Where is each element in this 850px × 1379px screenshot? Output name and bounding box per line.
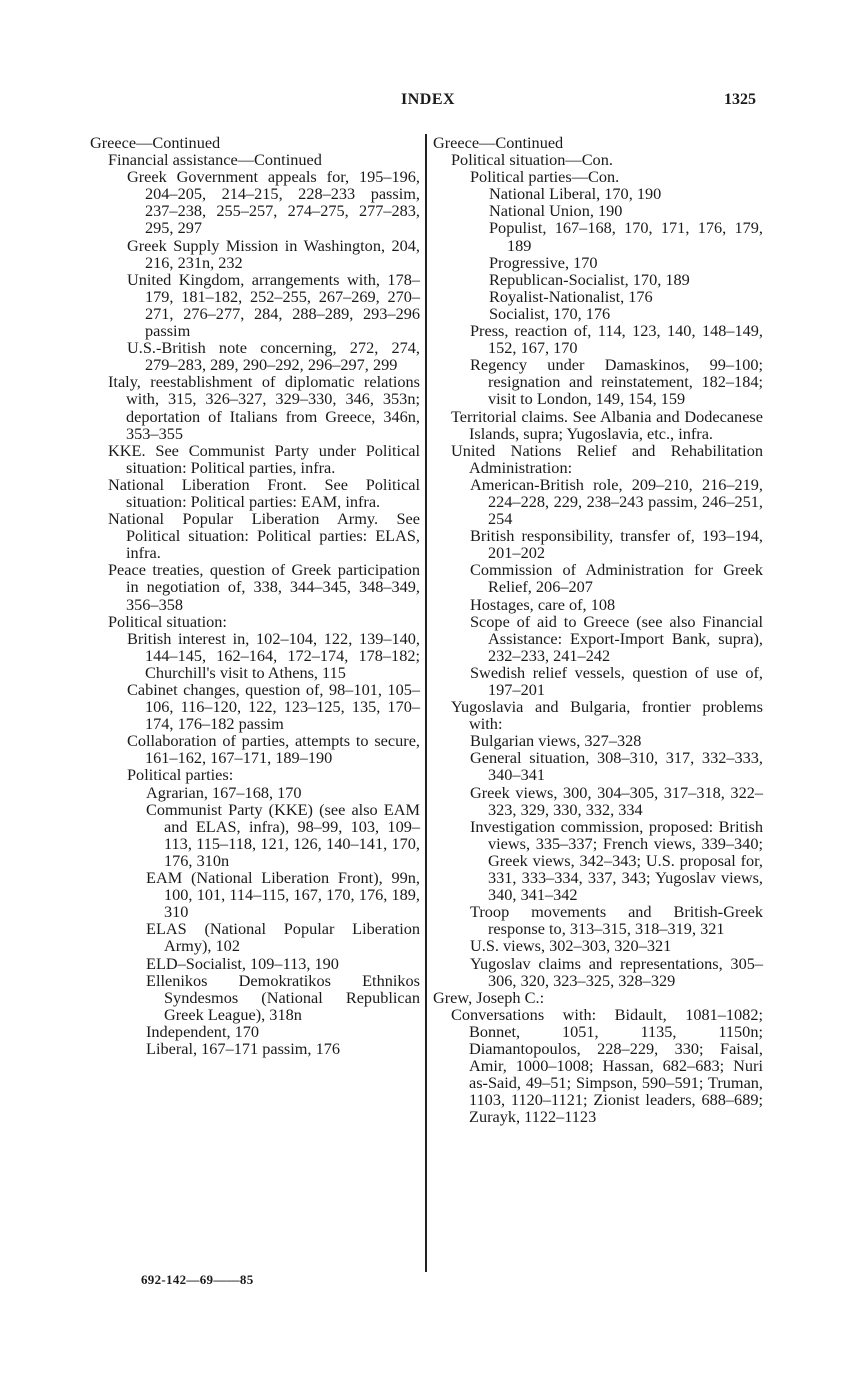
index-entry: Conversations with: Bidault, 1081–1082; Bonnet, 1051, 1135, 1150n; Diamantopoulos, 228–229, 330; Faisal, Amir, 1000–1008; Hassan, 682–683; Nuri as-Said, 49–51; Simpson, 590–591; Truman, 1103, 1120–1121; Zionist leaders, 688–689; Zurayk, 1122–1123	[451, 1004, 763, 1127]
index-entry: Greece—Continued	[433, 133, 564, 152]
index-entry: Independent, 170	[146, 1021, 260, 1041]
page-number: 1325	[724, 91, 756, 108]
index-entry: Scope of aid to Greece (see also Financial Assistance: Export-Import Bank, supra), 232–233, 241–242	[470, 611, 763, 665]
index-entry: Greek views, 300, 304–305, 317–318, 322–323, 329, 330, 332, 334	[470, 782, 763, 819]
index-entry: Yugoslavia and Bulgaria, frontier problems with:	[451, 697, 763, 734]
index-entry: Investigation commission, proposed: British views, 335–337; French views, 339–340; Greek views, 342–343; U.S. proposal for, 331, 333–334, 337, 343; Yugoslav views, 340, 341–342	[470, 816, 763, 905]
index-entry: KKE. See Communist Party under Political situation: Political parties, infra.	[108, 440, 420, 477]
index-entry: Hostages, care of, 108	[470, 594, 616, 614]
page-title: INDEX	[401, 91, 456, 108]
index-entry: British interest in, 102–104, 122, 139–140, 144–145, 162–164, 172–174, 178–182; Churchill's visit to Athens, 115	[127, 628, 420, 682]
index-entry: Liberal, 167–171 passim, 176	[146, 1038, 340, 1058]
index-entry: Political parties:	[127, 765, 234, 785]
index-entry: Populist, 167–168, 170, 171, 176, 179, 189	[489, 218, 763, 255]
index-entry: Royalist-Nationalist, 176	[489, 286, 653, 306]
index-entry: Yugoslav claims and representations, 305–306, 320, 323–325, 328–329	[470, 953, 763, 990]
index-entry: National Union, 190	[489, 201, 623, 221]
index-entry: Republican-Socialist, 170, 189	[489, 269, 690, 289]
index-entry: Territorial claims. See Albania and Dodecanese Islands, supra; Yugoslavia, etc., infra.	[451, 406, 763, 443]
index-entry: Agrarian, 167–168, 170	[146, 782, 302, 802]
index-entry: National Popular Liberation Army. See Political situation: Political parties: ELAS, infra.	[108, 509, 420, 563]
index-entry: Ellenikos Demokratikos Ethnikos Syndesmos (National Republican Greek League), 318n	[146, 970, 420, 1024]
index-entry: Greek Government appeals for, 195–196, 204–205, 214–215, 228–233 passim, 237–238, 255–257, 274–275, 277–283, 295, 297	[127, 167, 420, 238]
index-entry: ELD–Socialist, 109–113, 190	[146, 953, 339, 973]
index-entry: Financial assistance—Continued	[108, 150, 322, 170]
index-entry: Political situation—Con.	[451, 150, 613, 170]
index-entry: Cabinet changes, question of, 98–101, 105–106, 116–120, 122, 123–125, 135, 170–174, 176–182 passim	[127, 680, 420, 734]
index-entry: Regency under Damaskinos, 99–100; resignation and reinstatement, 182–184; visit to London, 149, 154, 159	[470, 355, 763, 409]
index-entry: Political situation:	[108, 611, 227, 631]
index-entry: Press, reaction of, 114, 123, 140, 148–149, 152, 167, 170	[470, 321, 763, 358]
index-entry: Socialist, 170, 176	[489, 303, 611, 323]
index-entry: National Liberation Front. See Political situation: Political parties: EAM, infra.	[108, 474, 420, 511]
index-column-left	[90, 134, 420, 1057]
index-entry: EAM (National Liberation Front), 99n, 100, 101, 114–115, 167, 170, 176, 189, 310	[146, 868, 420, 922]
index-entry: Commission of Administration for Greek Relief, 206–207	[470, 560, 763, 597]
page-header	[0, 91, 850, 113]
index-entry: Communist Party (KKE) (see also EAM and ELAS, infra), 98–99, 103, 109–113, 115–118, 121, 126, 140–141, 170, 176, 310n	[146, 799, 420, 870]
index-entry: Progressive, 170	[489, 252, 598, 272]
index-entry: Italy, reestablishment of diplomatic relations with, 315, 326–327, 329–330, 346, 353n; deportation of Italians from Greece, 346n, 353–355	[108, 372, 420, 443]
index-entry: Greek Supply Mission in Washington, 204, 216, 231n, 232	[127, 235, 420, 272]
index-entry: ELAS (National Popular Liberation Army), 102	[146, 919, 420, 956]
column-divider	[425, 134, 427, 1272]
index-entry: Swedish relief vessels, question of use of, 197–201	[470, 662, 763, 699]
index-column-right	[433, 134, 763, 1125]
index-entry: General situation, 308–310, 317, 332–333, 340–341	[470, 748, 763, 785]
index-entry: United Nations Relief and Rehabilitation Administration:	[451, 440, 763, 477]
index-entry: Grew, Joseph C.:	[433, 987, 545, 1007]
index-entry: Peace treaties, question of Greek participation in negotiation of, 338, 344–345, 348–349, 356–358	[108, 560, 420, 614]
index-entry: Greece—Continued	[90, 133, 221, 152]
printer-code: 692-142—69——85	[141, 1272, 254, 1287]
index-entry: United Kingdom, arrangements with, 178–179, 181–182, 252–255, 267–269, 270–271, 276–277, 284, 288–289, 293–296 passim	[127, 269, 420, 341]
index-entry: American-British role, 209–210, 216–219, 224–228, 229, 238–243 passim, 246–251, 254	[470, 474, 763, 529]
index-entry: Troop movements and British-Greek response to, 313–315, 318–319, 321	[470, 902, 763, 939]
index-entry: Bulgarian views, 327–328	[470, 731, 642, 751]
index-entry: British responsibility, transfer of, 193–194, 201–202	[470, 526, 763, 563]
index-entry: National Liberal, 170, 190	[489, 184, 662, 204]
index-entry: Collaboration of parties, attempts to secure, 161–162, 167–171, 189–190	[127, 731, 420, 768]
index-entry: U.S. views, 302–303, 320–321	[470, 936, 672, 956]
index-entry: Political parties—Con.	[470, 167, 620, 187]
index-entry: U.S.-British note concerning, 272, 274, 279–283, 289, 290–292, 296–297, 299	[127, 338, 420, 375]
